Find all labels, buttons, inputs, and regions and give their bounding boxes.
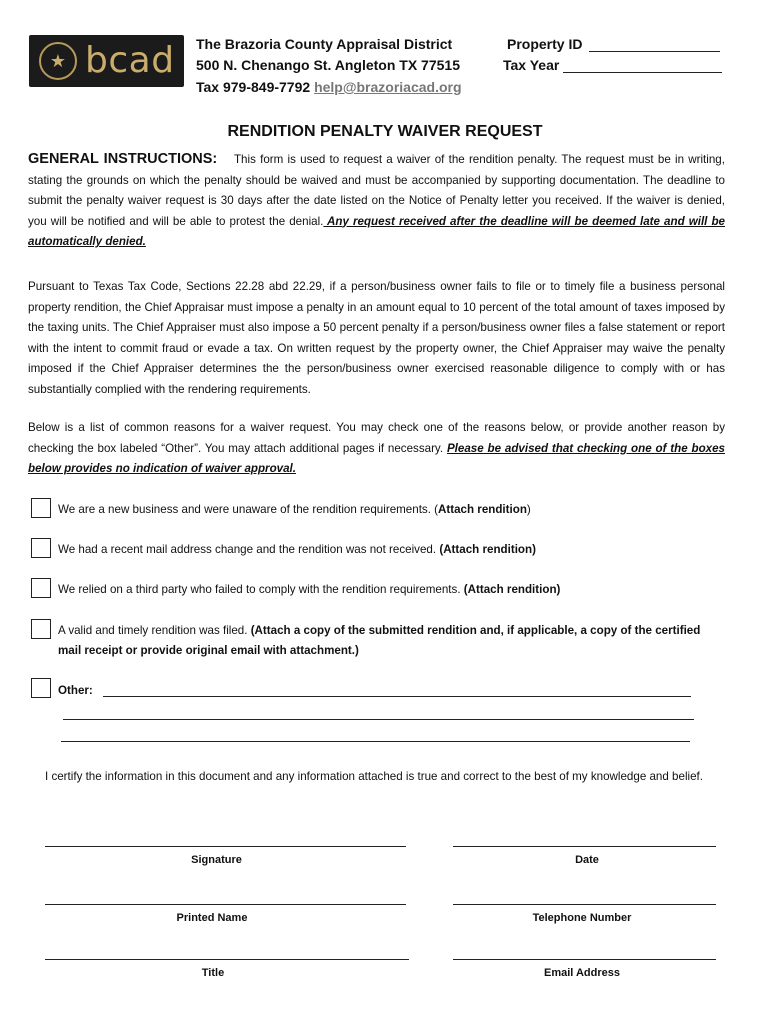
option-new-business	[58, 500, 723, 520]
option-tail: )	[526, 503, 531, 516]
signature-label: Signature	[191, 854, 242, 866]
instructions-text: This form is used to request a waiver of the rendition penalty. The request must be in writing, stating the grounds on which the penalty should be waived and must be accompanied by supporting documentation. The deadline to submit the penalty waiver request is 30 days after the date listed on the Notice of Penalty letter you received. If the waiver is denied, you will be notified and will be able to protest the denial.	[28, 153, 725, 228]
property-id-label: Property ID	[507, 36, 583, 52]
email-address-label: Email Address	[543, 967, 620, 979]
other-line-3[interactable]	[61, 741, 690, 742]
option-attach-note: (Attach a copy of the submitted rendition and, if applicable, a copy of the certified mail receipt or provide original email with attachment.)	[58, 624, 701, 657]
option-address-change	[58, 540, 723, 560]
option-text: We relied on a third party who failed to comply with the rendition requirements.	[58, 583, 464, 596]
approval-disclaimer: Please be advised that checking one of the boxes below provides no indication of waiver approval.	[28, 441, 725, 475]
tax-year-field[interactable]	[563, 72, 722, 73]
option-checkbox-address-change[interactable]	[31, 538, 51, 558]
date-label: Date	[575, 854, 599, 866]
option-text: We are a new business and were unaware of the rendition requirements. (	[58, 503, 439, 516]
org-name: The Brazoria County Appraisal District	[196, 36, 453, 52]
telephone-label: Telephone Number	[532, 912, 632, 924]
other-line-2[interactable]	[63, 719, 694, 720]
title-line[interactable]	[45, 959, 409, 960]
printed-name-label: Printed Name	[176, 912, 248, 924]
bcad-logo	[29, 35, 184, 87]
option-attach-note: (Attach rendition)	[439, 543, 536, 556]
other-label: Other:	[58, 684, 93, 697]
signature-line[interactable]	[45, 846, 406, 847]
instructions-heading: GENERAL INSTRUCTIONS:	[28, 151, 218, 167]
option-checkbox-new-business[interactable]	[31, 498, 51, 518]
other-line-1[interactable]	[103, 696, 691, 697]
deadline-warning: Any request received after the deadline will be deemed late and will be automatically denied.	[28, 214, 725, 248]
option-checkbox-other[interactable]	[31, 678, 51, 698]
option-attach-note: (Attach rendition)	[463, 583, 561, 596]
option-text: A valid and timely rendition was filed.	[58, 624, 251, 637]
option-checkbox-third-party[interactable]	[31, 578, 51, 598]
telephone-line[interactable]	[453, 904, 716, 905]
logo-text: bcad	[85, 40, 175, 81]
option-text: We had a recent mail address change and the rendition was not received.	[58, 543, 440, 556]
date-line[interactable]	[453, 846, 716, 847]
reasons-intro-text: Below is a list of common reasons for a waiver request. You may check one of the reasons below, or provide another reason by checking the box labeled “Other”. You may attach additional pages if necessary.	[28, 421, 725, 455]
option-checkbox-timely-filed[interactable]	[31, 619, 51, 639]
star-seal-icon: ★	[39, 42, 77, 80]
org-contact	[196, 79, 462, 95]
property-id-field[interactable]	[589, 51, 720, 52]
org-address: 500 N. Chenango St. Angleton TX 77515	[196, 57, 460, 73]
option-third-party	[58, 580, 723, 600]
email-line[interactable]	[453, 959, 716, 960]
reasons-intro	[28, 418, 725, 480]
email-link[interactable]: help@brazoriacad.org	[314, 79, 462, 95]
tax-year-label: Tax Year	[503, 57, 560, 73]
option-attach-note: Attach rendition	[438, 503, 527, 516]
title-label: Title	[201, 967, 225, 979]
tax-phone: Tax 979-849-7792	[196, 79, 311, 95]
pursuant-paragraph: Pursuant to Texas Tax Code, Sections 22.28 abd 22.29, if a person/business owner fails to file or to timely file a business personal property rendition, the Chief Appraisar must impose a penalty in an amount equal to 10 percent of the total amount of taxes imposed by the taxing units. The Chief Appraiser must also impose a 50 percent penalty if a person/business owner files a false statement or report with the intent to commit fraud or evade a tax. On written request by the property owner, the Chief Appraiser may waive the penalty imposed if the Chief Appraiser determines the the person/business owner exercised reasonable diligence to comply with or has substantially complied with the rendering requirements.	[28, 280, 725, 396]
printed-name-line[interactable]	[45, 904, 406, 905]
option-timely-filed	[58, 621, 723, 661]
general-instructions	[28, 149, 725, 253]
page-title: RENDITION PENALTY WAIVER REQUEST	[227, 123, 543, 140]
certification-text: I certify the information in this document and any information attached is true and correct to the best of my knowledge and belief.	[45, 770, 703, 783]
